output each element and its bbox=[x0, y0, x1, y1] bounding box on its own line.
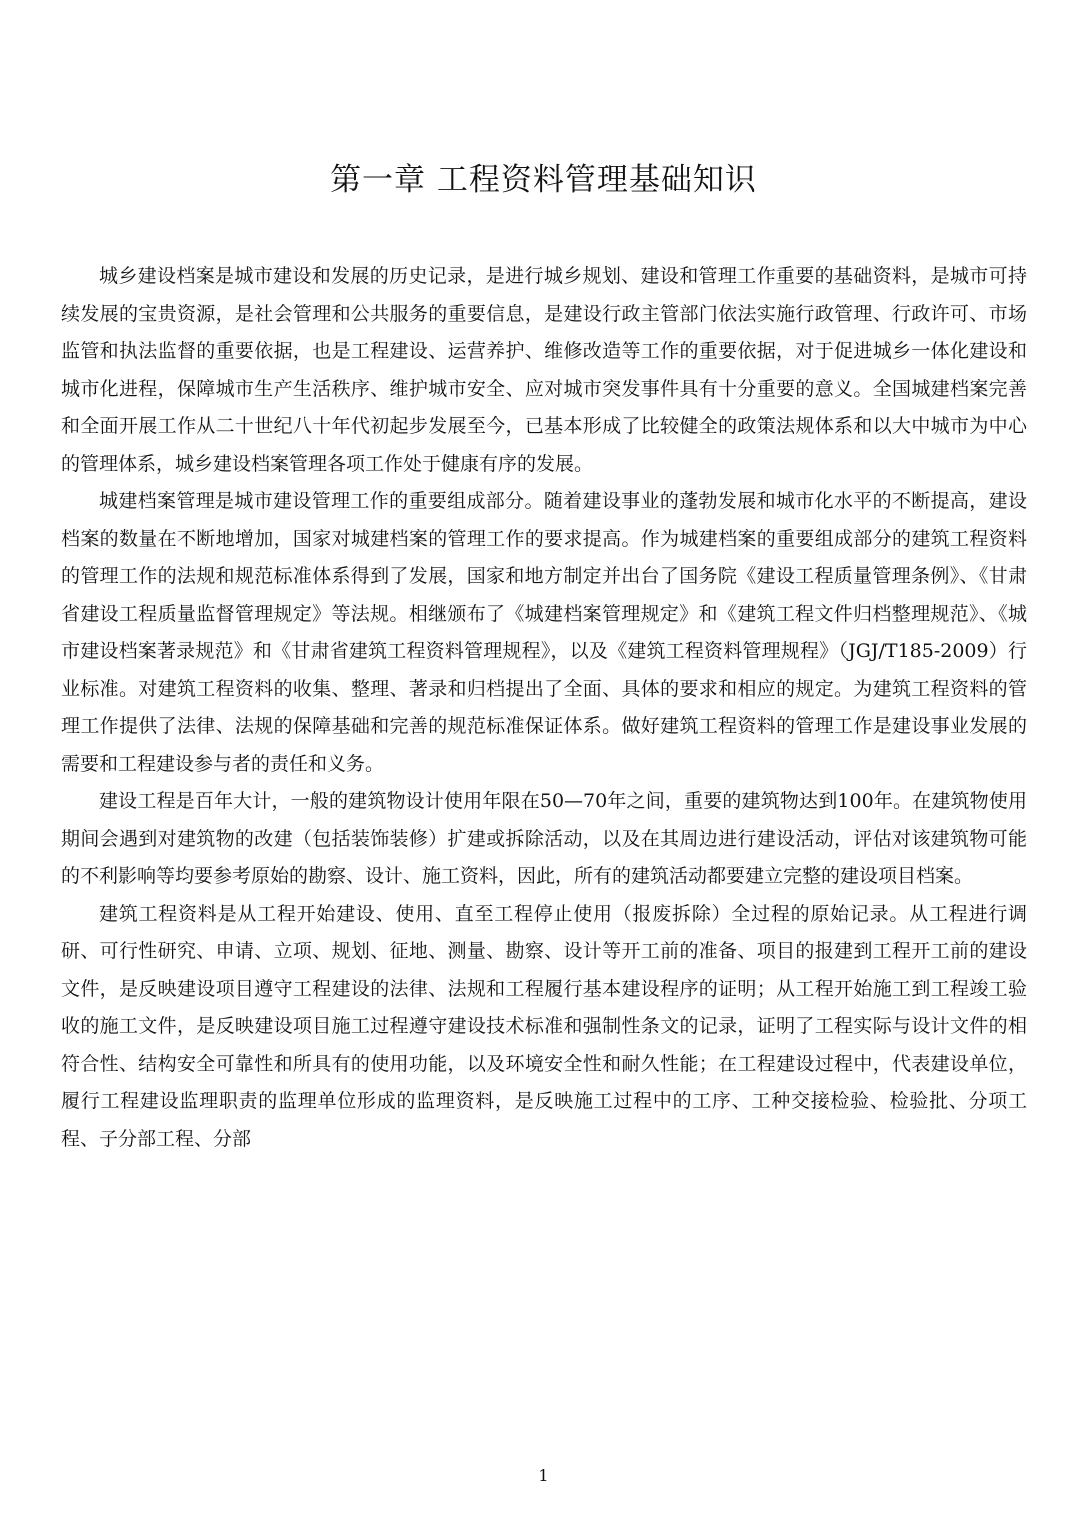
paragraph-1: 城乡建设档案是城市建设和发展的历史记录，是进行城乡规划、建设和管理工作重要的基础资料，是城市可持续发展的宝贵资源，是社会管理和公共服务的重要信息，是建设行政主管部门依法实施行政管理、行政许可、市场监管和执法监督的重要依据，也是工程建设、运营养护、维修改造等工作的重要依据，对于促进城乡一体化建设和城市化进程，保障城市生产生活秩序、维护城市安全、应对城市突发事件具有十分重要的意义。全国城建档案完善和全面开展工作从二十世纪八十年代初起步发展至今，已基本形成了比较健全的政策法规体系和以大中城市为中心的管理体系，城乡建设档案管理各项工作处于健康有序的发展。 bbox=[61, 265, 1027, 475]
page-number: 1 bbox=[538, 1466, 549, 1485]
body-text bbox=[61, 258, 1027, 1158]
paragraph-4: 建筑工程资料是从工程开始建设、使用、直至工程停止使用（报废拆除）全过程的原始记录。从工程进行调研、可行性研究、申请、立项、规划、征地、测量、勘察、设计等开工前的准备、项目的报建到工程开工前的建设文件，是反映建设项目遵守工程建设的法律、法规和工程履行基本建设程序的证明；从工程开始施工到工程竣工验收的施工文件，是反映建设项目施工过程遵守建设技术标准和强制性条文的记录，证明了工程实际与设计文件的相符合性、结构安全可靠性和所具有的使用功能，以及环境安全性和耐久性能；在工程建设过程中，代表建设单位，履行工程建设监理职责的监理单位形成的监理资料，是反映施工过程中的工序、工种交接检验、检验批、分项工程、子分部工程、分部 bbox=[61, 902, 1027, 1150]
paragraph-3: 建设工程是百年大计，一般的建筑物设计使用年限在50—70年之间，重要的建筑物达到100年。在建筑物使用期间会遇到对建筑物的改建（包括装饰装修）扩建或拆除活动，以及在其周边进行建设活动，评估对该建筑物可能的不利影响等均要参考原始的勘察、设计、施工资料，因此，所有的建筑活动都要建立完整的建设项目档案。 bbox=[61, 790, 1027, 887]
paragraph-2: 城建档案管理是城市建设管理工作的重要组成部分。随着建设事业的蓬勃发展和城市化水平的不断提高，建设档案的数量在不断地增加，国家对城建档案的管理工作的要求提高。作为城建档案的重要组成部分的建筑工程资料的管理工作的法规和规范标准体系得到了发展，国家和地方制定并出台了国务院《建设工程质量管理条例》、《甘肃省建设工程质量监督管理规定》等法规。相继颁布了《城建档案管理规定》和《建筑工程文件归档整理规范》、《城市建设档案著录规范》和《甘肃省建筑工程资料管理规程》，以及《建筑工程资料管理规程》（JGJ/T185-2009）行业标准。对建筑工程资料的收集、整理、著录和归档提出了全面、具体的要求和相应的规定。为建筑工程资料的管理工作提供了法律、法规的保障基础和完善的规范标准保证体系。做好建筑工程资料的管理工作是建设事业发展的需要和工程建设参与者的责任和义务。 bbox=[61, 490, 1027, 775]
chapter-title: 第一章 工程资料管理基础知识 bbox=[330, 162, 757, 198]
